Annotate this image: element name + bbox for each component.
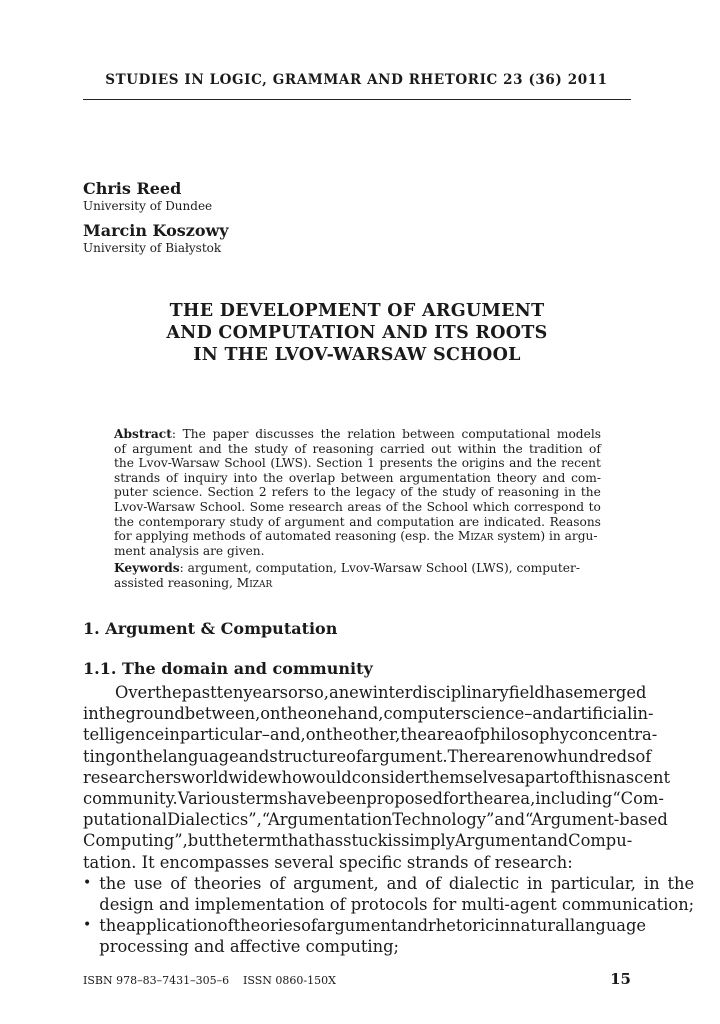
abstract-line: puter science. Section 2 refers to the legacy of the study of reasoning in the [114,485,601,500]
footer-isbn: ISBN 978–83–7431–305–6 ISSN 0860-150X [83,974,336,987]
body-line: telligence in particular – and, on the other, the area of philosophy concentra- [83,725,658,745]
author-affiliation-1: University of Dundee [83,199,213,213]
keywords-line [114,576,601,591]
author-name-1: Chris Reed [83,179,182,198]
bullet-line: design and implementation of protocols for multi-agent communication; [99,895,695,915]
body-line: researchers worldwide who would consider themselves a part of this nascent [83,767,670,787]
title-line: THE DEVELOPMENT OF ARGUMENT [169,301,545,321]
title-line: AND COMPUTATION AND ITS ROOTS [166,323,548,343]
bullet-item [83,873,695,915]
abstract-line: the Lvov-Warsaw School (LWS). Section 1 presents the origins and the recent [114,456,601,471]
author-name-2: Marcin Koszowy [83,221,229,240]
mizar-term: Mizar [457,529,494,544]
bullet-line: the application of theories of argument and rhetoric in natural language [99,916,647,936]
paper-title [83,300,631,366]
body-line: community. Various terms have been proposed for the area, including “Com- [83,789,664,809]
title-line: IN THE LVOV-WARSAW SCHOOL [193,345,521,365]
abstract-line [114,427,601,442]
abstract-line: the contemporary study of argument and computation are indicated. Reasons [114,514,601,529]
section-heading: 1. Argument & Computation [83,619,338,638]
abstract-text: for applying methods of automated reasoning (esp. the [114,529,458,544]
abstract-label: Abstract [114,427,172,441]
body-line: putational Dialectics”, “Argumentation Technology” and “Argument-based [83,810,668,830]
bullet-icon: • [83,874,92,891]
body-text [83,682,695,958]
keywords [114,561,601,590]
subsection-heading: 1.1. The domain and community [83,659,373,678]
abstract-line: Lvov-Warsaw School. Some research areas of the School which correspond to [114,499,601,514]
abstract-text: : The paper discusses the relation between computational models [171,427,601,441]
abstract-line: of argument and the study of reasoning carried out within the tradition of [114,441,601,456]
keywords-text: : argument, computation, Lvov-Warsaw School (LWS), computer- [179,561,580,575]
body-line: ting on the language and structure of argument. There are now hundreds of [83,746,652,766]
bullet-item [83,915,647,957]
keywords-line [114,561,601,576]
abstract [114,427,601,558]
journal-header: STUDIES IN LOGIC, GRAMMAR AND RHETORIC 23 (36) 2011 [105,72,608,88]
author-affiliation-2: University of Białystok [83,241,222,255]
bullet-icon: • [83,917,92,934]
body-line: in the ground between, on the one hand, computer science – and artificial in- [83,704,654,724]
body-line: Computing”, but the term that has stuck is simply Argument and Compu- [83,831,633,851]
keywords-text: assisted reasoning, [114,575,237,590]
abstract-line: ment analysis are given. [114,543,265,558]
mizar-term: Mizar [236,575,273,590]
abstract-line: strands of inquiry into the overlap between argumentation theory and com- [114,470,601,485]
keywords-label: Keywords [114,561,180,575]
page-number: 15 [610,970,631,988]
bullet-line: processing and affective computing; [99,937,400,957]
abstract-text: system) in argu- [493,529,598,544]
header-rule [83,99,631,100]
body-line: tation. It encompasses several specific strands of research: [83,852,573,872]
body-line: Over the past ten years or so, a new interdisciplinary field has emerged [115,683,647,702]
bullet-line: the use of theories of argument, and of dialectic in particular, in the [99,873,695,893]
abstract-line [114,529,601,544]
